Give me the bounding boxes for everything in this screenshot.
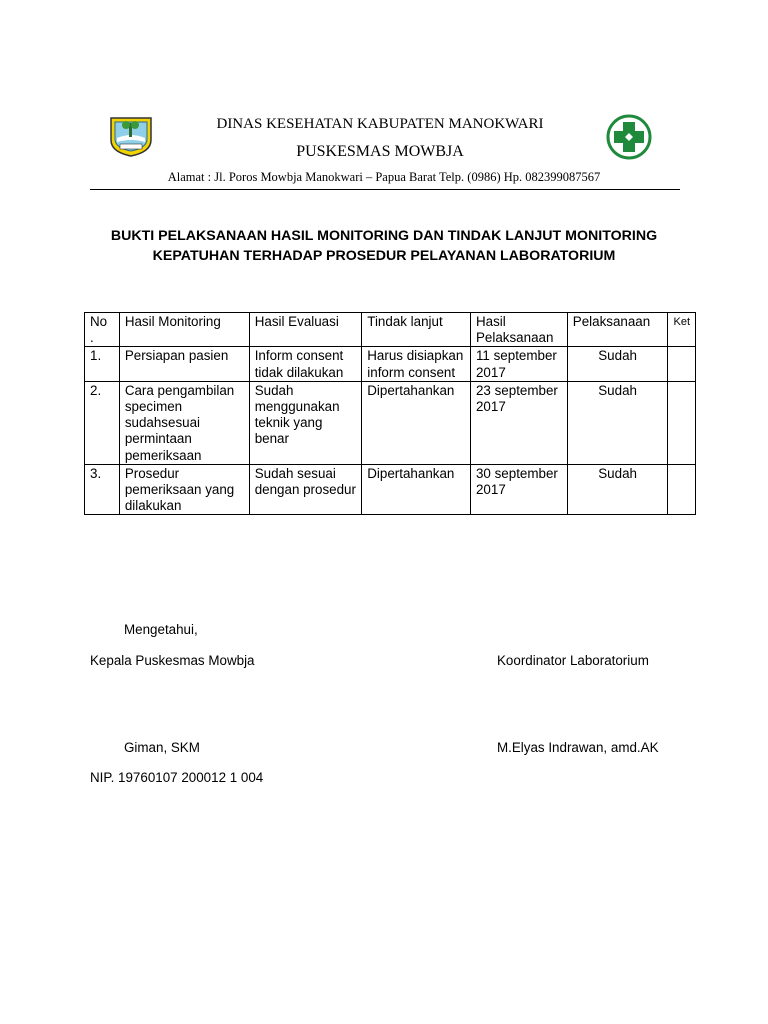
cell-no: 1.: [85, 347, 120, 381]
agency-name: DINAS KESEHATAN KABUPATEN MANOKWARI: [216, 116, 544, 132]
cell-tindak-lanjut: Harus disiapkan inform consent: [362, 347, 471, 381]
cell-pelaksanaan: Sudah: [567, 381, 668, 464]
cell-hasil-pelaksanaan: 30 september 2017: [470, 464, 567, 515]
cell-no: 3.: [85, 464, 120, 515]
table-row: [85, 347, 696, 381]
table-row: [85, 464, 696, 515]
cell-no: 2.: [85, 381, 120, 464]
cell-hasil-pelaksanaan: 23 september 2017: [470, 381, 567, 464]
left-signer-role: Kepala Puskesmas Mowbja: [90, 653, 255, 668]
cell-pelaksanaan: Sudah: [567, 464, 668, 515]
cell-hasil-monitoring: Prosedur pemeriksaan yang dilakukan: [119, 464, 249, 515]
left-signer-nip: NIP. 19760107 200012 1 004: [90, 770, 264, 785]
cell-hasil-evaluasi: Sudah sesuai dengan prosedur: [249, 464, 362, 515]
cell-hasil-monitoring: Cara pengambilan specimen sudahsesuai permintaan pemeriksaan: [119, 381, 249, 464]
cell-hasil-evaluasi: Sudah menggunakan teknik yang benar: [249, 381, 362, 464]
cell-pelaksanaan: Sudah: [567, 347, 668, 381]
header-hasil-pelaksanaan: Hasil Pelaksanaan: [470, 313, 567, 347]
cell-tindak-lanjut: Dipertahankan: [362, 381, 471, 464]
cell-ket: [668, 347, 696, 381]
header-ket: Ket: [668, 313, 696, 347]
right-signer-role: Koordinator Laboratorium: [497, 653, 649, 668]
cell-hasil-evaluasi: Inform consent tidak dilakukan: [249, 347, 362, 381]
title-line-2: KEPATUHAN TERHADAP PROSEDUR PELAYANAN LABORATORIUM: [152, 248, 616, 264]
cell-ket: [668, 464, 696, 515]
green-cross-icon: [606, 114, 652, 160]
facility-address: Alamat : Jl. Poros Mowbja Manokwari – Papua Barat Telp. (0986) Hp. 082399087567: [167, 170, 601, 184]
facility-name: PUSKESMAS MOWBJA: [296, 143, 464, 160]
cell-hasil-monitoring: Persiapan pasien: [119, 347, 249, 381]
table-header-row: [85, 313, 696, 347]
cell-tindak-lanjut: Dipertahankan: [362, 464, 471, 515]
table-row: [85, 381, 696, 464]
header-tindak-lanjut: Tindak lanjut: [362, 313, 471, 347]
cell-ket: [668, 381, 696, 464]
document-title: [60, 226, 708, 266]
header-hasil-evaluasi: Hasil Evaluasi: [249, 313, 362, 347]
acknowledged-label: Mengetahui,: [124, 622, 198, 637]
title-line-1: BUKTI PELAKSANAAN HASIL MONITORING DAN TINDAK LANJUT MONITORING: [110, 228, 658, 244]
right-signer-name: M.Elyas Indrawan, amd.AK: [497, 740, 659, 755]
left-signer-name: Giman, SKM: [124, 740, 200, 755]
header-hasil-monitoring: Hasil Monitoring: [119, 313, 249, 347]
monitoring-table: [84, 312, 696, 515]
header-divider: [90, 189, 680, 190]
cell-hasil-pelaksanaan: 11 september 2017: [470, 347, 567, 381]
header-no: No .: [85, 313, 120, 347]
header-pelaksanaan: Pelaksanaan: [567, 313, 668, 347]
regency-emblem-icon: [108, 114, 154, 158]
